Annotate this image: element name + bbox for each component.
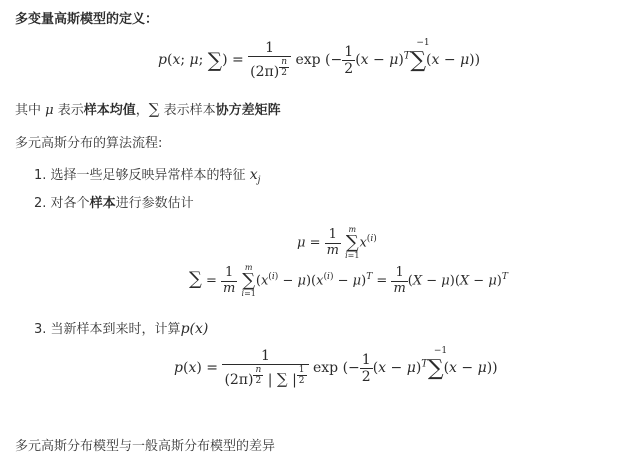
step-2: 2. 对各个样本进行参数估计 [34, 196, 194, 211]
section-footer: 多元高斯分布模型与一般高斯分布模型的差异 [15, 439, 276, 454]
equation-covariance: ∑ = $\frac{1}{m}$ m ∑ i=1 $(x^{(i)} - \mu)(x^{(i)} - \mu)^T$ = $\frac{1}{m}$ $(X - \mu)(X - \mu)^T$ [189, 263, 508, 298]
step-3: 3. 当新样本到来时，计算p(x) [34, 321, 209, 337]
section-title: 多变量高斯模型的定义： [15, 12, 159, 27]
equation-mean: μ = $\frac{1}{m}$ m ∑ i=1 $x^{(i)}$ [297, 225, 377, 260]
step-1: 1. 选择一些足够反映异常样本的特征 $x_j$ [34, 167, 261, 186]
algorithm-title: 多元高斯分布的算法流程: [15, 136, 163, 151]
equation-multivariate-gaussian: p(x; μ; ∑) = 1 (2π) $^{\frac{n}{2}}$ exp (− $\frac{1}{2}$ $(x - \mu)^T$ −1 ∑(x − μ)) [158, 37, 481, 81]
equation-probability: p(x) = 1 (2π) $^{\frac{n}{2}}$ | ∑ | $^{\frac{1}{2}}$ exp (− $\frac{1}{2}$ $(x - \mu)^T$ −1 ∑(x − μ)) [174, 345, 498, 389]
symbol-description: 其中 μ 表示样本均值，∑ 表示样本协方差矩阵 [15, 100, 281, 118]
